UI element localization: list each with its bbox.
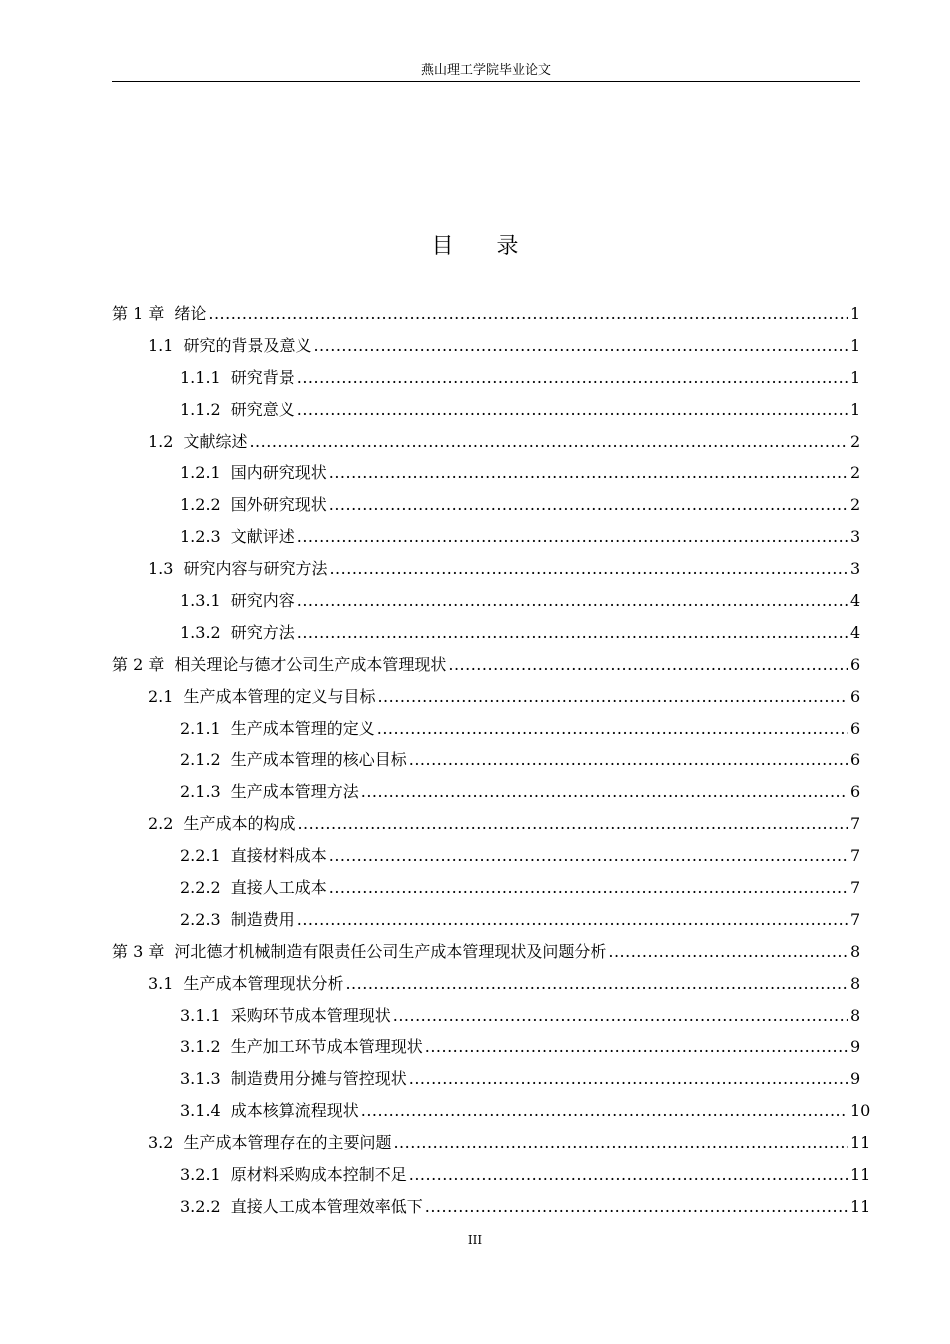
toc-entry-page: 6 xyxy=(850,718,861,738)
toc-dot-leader xyxy=(425,1031,848,1063)
toc-entry-page: 11 xyxy=(850,1165,871,1185)
toc-dot-leader xyxy=(329,489,848,521)
toc-entry-number: 2.1.3 xyxy=(180,782,221,802)
toc-entry-number: 1.3.2 xyxy=(180,622,221,642)
page-title: 目 录 xyxy=(431,234,537,259)
toc-entry-page: 1 xyxy=(850,335,861,355)
toc-entry[interactable] xyxy=(112,553,860,585)
toc-dot-leader xyxy=(361,776,848,808)
toc-entry[interactable] xyxy=(112,362,860,394)
toc-dot-leader xyxy=(297,394,848,426)
toc-entry[interactable] xyxy=(112,713,860,745)
toc-entry-title: 研究意义 xyxy=(230,399,295,419)
toc-entry-page: 9 xyxy=(850,1037,861,1057)
toc-entry-page: 9 xyxy=(850,1069,861,1089)
toc-entry-number: 1.1 xyxy=(148,335,174,355)
toc-entry-title: 生产成本管理现状分析 xyxy=(183,973,344,993)
toc-entry-page: 3 xyxy=(850,559,861,579)
toc-entry[interactable] xyxy=(112,808,860,840)
toc-entry-title: 生产成本管理方法 xyxy=(230,782,359,802)
toc-entry-title: 制造费用 xyxy=(230,909,295,929)
toc-entry-title: 研究背景 xyxy=(230,367,295,387)
toc-dot-leader xyxy=(409,744,848,776)
toc-entry-title: 研究方法 xyxy=(230,622,295,642)
toc-entry[interactable] xyxy=(112,1191,871,1223)
toc-entry-page: 1 xyxy=(850,399,861,419)
toc-entry-number: 2.2 xyxy=(148,814,174,834)
toc-entry-title: 制造费用分摊与管控现状 xyxy=(230,1069,407,1089)
toc-entry-title: 直接材料成本 xyxy=(230,846,327,866)
toc-entry-title: 成本核算流程现状 xyxy=(230,1101,359,1121)
toc-entry-number: 2.2.1 xyxy=(180,846,221,866)
toc-entry-number: 2.1 xyxy=(148,686,174,706)
toc-entry[interactable] xyxy=(112,904,860,936)
toc-entry-page: 6 xyxy=(850,750,861,770)
toc-entry[interactable] xyxy=(112,1159,871,1191)
toc-entry-page: 7 xyxy=(850,814,861,834)
toc-entry-title: 绪论 xyxy=(174,304,207,323)
toc-entry-page: 8 xyxy=(850,941,861,961)
toc-entry-number: 2.2.2 xyxy=(180,878,221,898)
toc-entry-page: 8 xyxy=(850,973,861,993)
toc-entry-number: 2.2.3 xyxy=(180,909,221,929)
toc-dot-leader xyxy=(297,808,848,840)
toc-entry-title: 国外研究现状 xyxy=(230,495,327,515)
toc-entry-title: 生产成本管理的核心目标 xyxy=(230,750,407,770)
toc-dot-leader xyxy=(329,457,848,489)
toc-dot-leader xyxy=(297,362,848,394)
toc-dot-leader xyxy=(313,330,848,362)
toc-entry-page: 7 xyxy=(850,846,861,866)
toc-dot-leader xyxy=(409,1063,848,1095)
toc-entry[interactable] xyxy=(112,936,860,968)
toc-entry-page: 11 xyxy=(850,1133,871,1153)
toc-entry[interactable] xyxy=(112,1031,860,1063)
toc-entry-title: 直接人工成本 xyxy=(230,878,327,898)
toc-entry[interactable] xyxy=(112,489,860,521)
toc-entry-number: 1.1.1 xyxy=(180,367,221,387)
toc-dot-leader xyxy=(329,553,848,585)
toc-dot-leader xyxy=(297,617,848,649)
header-text: 燕山理工学院毕业论文 xyxy=(420,63,551,78)
toc-dot-leader xyxy=(361,1095,848,1127)
toc-entry-title: 直接人工成本管理效率低下 xyxy=(230,1196,423,1216)
toc-dot-leader xyxy=(329,872,848,904)
toc-entry[interactable] xyxy=(112,298,860,330)
toc-entry[interactable] xyxy=(112,1095,871,1127)
toc-entry-page: 11 xyxy=(850,1196,871,1216)
toc-entry-page: 7 xyxy=(850,909,861,929)
table-of-contents xyxy=(112,298,871,1223)
toc-dot-leader xyxy=(345,968,848,1000)
toc-entry-page: 6 xyxy=(850,782,861,802)
toc-entry-title: 生产成本管理的定义与目标 xyxy=(183,686,376,706)
toc-entry-number: 第 1 章 xyxy=(112,304,165,323)
running-header xyxy=(112,62,860,82)
toc-entry-number: 1.2.2 xyxy=(180,495,221,515)
toc-entry-number: 第 2 章 xyxy=(112,654,165,674)
toc-entry-page: 6 xyxy=(850,686,861,706)
toc-entry-title: 文献评述 xyxy=(230,527,295,547)
toc-dot-leader xyxy=(425,1191,848,1223)
toc-entry-title: 研究内容 xyxy=(230,591,295,611)
toc-entry-number: 1.1.2 xyxy=(180,399,221,419)
toc-entry-title: 原材料采购成本控制不足 xyxy=(230,1165,407,1185)
toc-dot-leader xyxy=(208,298,848,330)
toc-dot-leader xyxy=(297,585,848,617)
toc-entry-number: 第 3 章 xyxy=(112,941,165,961)
toc-entry-number: 1.2.1 xyxy=(180,463,221,483)
toc-entry[interactable] xyxy=(112,840,860,872)
toc-entry-title: 相关理论与德才公司生产成本管理现状 xyxy=(174,654,447,674)
toc-dot-leader xyxy=(249,426,848,458)
toc-entry-title: 河北德才机械制造有限责任公司生产成本管理现状及问题分析 xyxy=(174,941,607,961)
toc-entry[interactable] xyxy=(112,585,860,617)
toc-entry-number: 3.2.2 xyxy=(180,1196,221,1216)
toc-entry[interactable] xyxy=(112,457,860,489)
toc-entry-number: 1.2 xyxy=(148,431,174,451)
toc-entry-number: 3.1.2 xyxy=(180,1037,221,1057)
toc-dot-leader xyxy=(329,840,848,872)
toc-dot-leader xyxy=(377,681,848,713)
toc-entry-page: 7 xyxy=(850,878,861,898)
toc-dot-leader xyxy=(608,936,848,968)
toc-entry-page: 2 xyxy=(850,495,861,515)
toc-entry-title: 研究的背景及意义 xyxy=(183,335,312,355)
toc-entry-number: 3.1.4 xyxy=(180,1101,221,1121)
toc-entry[interactable] xyxy=(112,1000,860,1032)
toc-dot-leader xyxy=(409,1159,848,1191)
toc-dot-leader xyxy=(393,1000,848,1032)
toc-entry-title: 生产成本的构成 xyxy=(183,814,296,834)
toc-entry-number: 1.3.1 xyxy=(180,591,221,611)
toc-entry-page: 2 xyxy=(850,463,861,483)
toc-entry-number: 1.3 xyxy=(148,559,174,579)
toc-entry-number: 3.1.3 xyxy=(180,1069,221,1089)
toc-entry-number: 2.1.1 xyxy=(180,718,221,738)
toc-entry-page: 4 xyxy=(850,591,861,611)
toc-entry-title: 文献综述 xyxy=(183,431,248,451)
toc-entry[interactable] xyxy=(112,968,860,1000)
toc-entry-page: 10 xyxy=(850,1101,871,1121)
toc-entry-title: 研究内容与研究方法 xyxy=(183,559,328,579)
toc-entry[interactable] xyxy=(112,776,860,808)
toc-entry-number: 3.1.1 xyxy=(180,1005,221,1025)
toc-dot-leader xyxy=(393,1127,848,1159)
toc-entry-page: 2 xyxy=(850,431,861,451)
toc-entry[interactable] xyxy=(112,744,860,776)
toc-dot-leader xyxy=(448,649,848,681)
toc-entry[interactable] xyxy=(112,872,860,904)
toc-entry[interactable] xyxy=(112,521,860,553)
toc-entry-number: 3.1 xyxy=(148,973,174,993)
toc-entry-title: 生产成本管理存在的主要问题 xyxy=(183,1133,392,1153)
toc-entry-page: 1 xyxy=(850,367,861,387)
toc-entry[interactable] xyxy=(112,681,860,713)
toc-dot-leader xyxy=(377,713,848,745)
toc-entry-page: 3 xyxy=(850,527,861,547)
toc-entry-title: 生产成本管理的定义 xyxy=(230,718,375,738)
toc-entry-title: 国内研究现状 xyxy=(230,463,327,483)
toc-dot-leader xyxy=(297,521,848,553)
toc-entry[interactable] xyxy=(112,1063,860,1095)
toc-entry[interactable] xyxy=(112,649,860,681)
toc-entry-page: 4 xyxy=(850,622,861,642)
toc-entry[interactable] xyxy=(112,426,860,458)
toc-entry-number: 3.2 xyxy=(148,1133,174,1153)
toc-entry[interactable] xyxy=(112,330,860,362)
toc-entry-title: 生产加工环节成本管理现状 xyxy=(230,1037,423,1057)
toc-entry-page: 6 xyxy=(850,654,861,674)
page-number: III xyxy=(467,1233,483,1247)
toc-dot-leader xyxy=(297,904,848,936)
toc-entry-title: 采购环节成本管理现状 xyxy=(230,1005,391,1025)
toc-entry[interactable] xyxy=(112,617,860,649)
toc-entry[interactable] xyxy=(112,1127,871,1159)
toc-entry-page: 1 xyxy=(850,304,861,323)
toc-entry[interactable] xyxy=(112,394,860,426)
toc-entry-number: 2.1.2 xyxy=(180,750,221,770)
toc-entry-number: 1.2.3 xyxy=(180,527,221,547)
page-footer xyxy=(0,1232,950,1248)
toc-entry-page: 8 xyxy=(850,1005,861,1025)
toc-entry-number: 3.2.1 xyxy=(180,1165,221,1185)
